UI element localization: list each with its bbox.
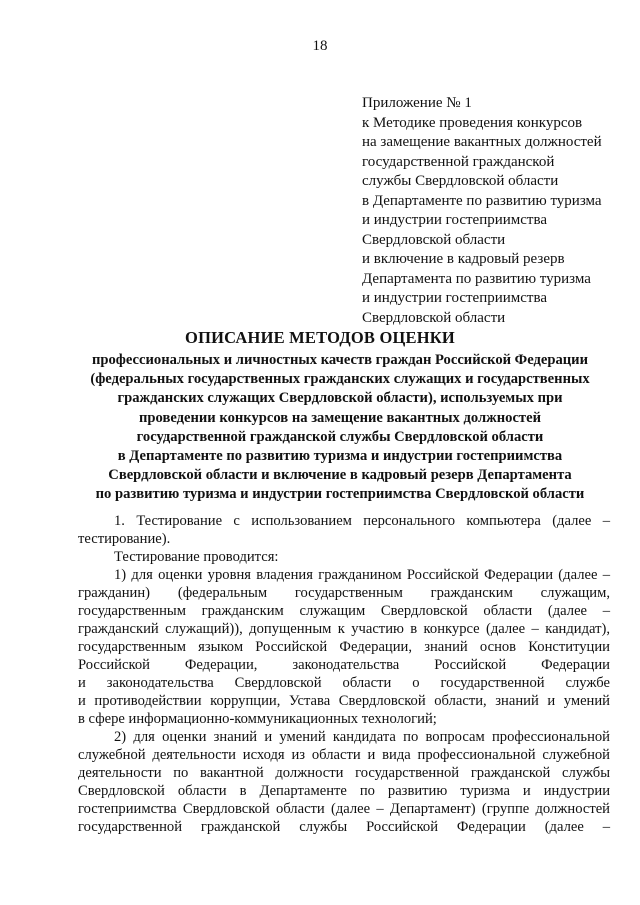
- subtitle-line: в Департаменте по развитию туризма и индустрии гостеприимства: [117, 448, 563, 465]
- appendix-line: Свердловской области: [362, 231, 506, 248]
- body-line: служебной деятельности исходя из области и вида профессиональной служебной: [78, 747, 610, 763]
- body-line: гражданин) (федеральным государственным гражданским служащим,: [78, 585, 610, 601]
- body-line: в сфере информационно-коммуникационных технологий;: [78, 711, 437, 727]
- document-title: ОПИСАНИЕ МЕТОДОВ ОЦЕНКИ: [185, 328, 455, 347]
- appendix-line: и индустрии гостеприимства: [362, 212, 548, 228]
- body-line: деятельности по вакантной должности государственной гражданской службы: [78, 765, 610, 781]
- page-number: 18: [312, 38, 328, 54]
- body-line: гостеприимства Свердловской области (далее – Департамент) (группе должностей: [78, 801, 610, 817]
- body-line: 2) для оценки знаний и умений кандидата по вопросам профессиональной: [114, 729, 610, 745]
- subtitle-line: государственной гражданской службы Свердловской области: [136, 428, 544, 445]
- appendix-line: и индустрии гостеприимства: [362, 290, 548, 306]
- document-subtitle: [70, 351, 610, 505]
- appendix-line: Департамента по развитию туризма: [362, 270, 591, 287]
- appendix-line: в Департаменте по развитию туризма: [362, 192, 602, 209]
- appendix-line: службы Свердловской области: [362, 173, 559, 189]
- appendix-reference: [362, 94, 622, 328]
- body-line: государственным языком Российской Федерации, знаний основ Конституции: [78, 639, 610, 655]
- appendix-line: к Методике проведения конкурсов: [362, 114, 583, 131]
- body-line: и противодействии коррупции, Устава Свердловской области, знаний и умений: [78, 693, 610, 709]
- body-line: гражданский служащий)), допущенным к участию в конкурсе (далее – кандидат),: [78, 621, 610, 637]
- appendix-line: на замещение вакантных должностей: [362, 134, 602, 150]
- body-line: Российской Федерации, законодательства Российской Федерации: [78, 657, 610, 673]
- body-line: Свердловской области в Департаменте по развитию туризма и индустрии: [78, 783, 610, 799]
- subtitle-line: профессиональных и личностных качеств граждан Российской Федерации: [91, 352, 588, 368]
- appendix-line: и включение в кадровый резерв: [362, 251, 565, 267]
- body-line: 1. Тестирование с использованием персонального компьютера (далее –: [114, 513, 610, 529]
- appendix-line: Приложение № 1: [362, 95, 472, 111]
- appendix-line: Свердловской области: [362, 309, 506, 326]
- subtitle-line: Свердловской области и включение в кадровый резерв Департамента: [108, 467, 572, 484]
- appendix-line: государственной гражданской: [362, 153, 555, 170]
- body-line: Тестирование проводится:: [114, 549, 279, 565]
- document-body: [78, 512, 610, 836]
- body-line: государственным гражданским служащим Свердловской области (далее –: [78, 603, 610, 619]
- body-line: 1) для оценки уровня владения гражданином Российской Федерации (далее –: [114, 567, 610, 583]
- subtitle-line: проведении конкурсов на замещение вакантных должностей: [139, 409, 541, 426]
- body-line: и законодательства Свердловской области о государственной службе: [78, 675, 610, 691]
- subtitle-line: гражданских служащих Свердловской области), используемых при: [117, 390, 563, 407]
- subtitle-line: по развитию туризма и индустрии гостеприимства Свердловской области: [95, 486, 585, 503]
- body-line: тестирование).: [78, 531, 171, 547]
- body-line: государственной гражданской службы Российской Федерации (далее –: [78, 819, 610, 835]
- subtitle-line: (федеральных государственных гражданских служащих и государственных: [90, 371, 590, 388]
